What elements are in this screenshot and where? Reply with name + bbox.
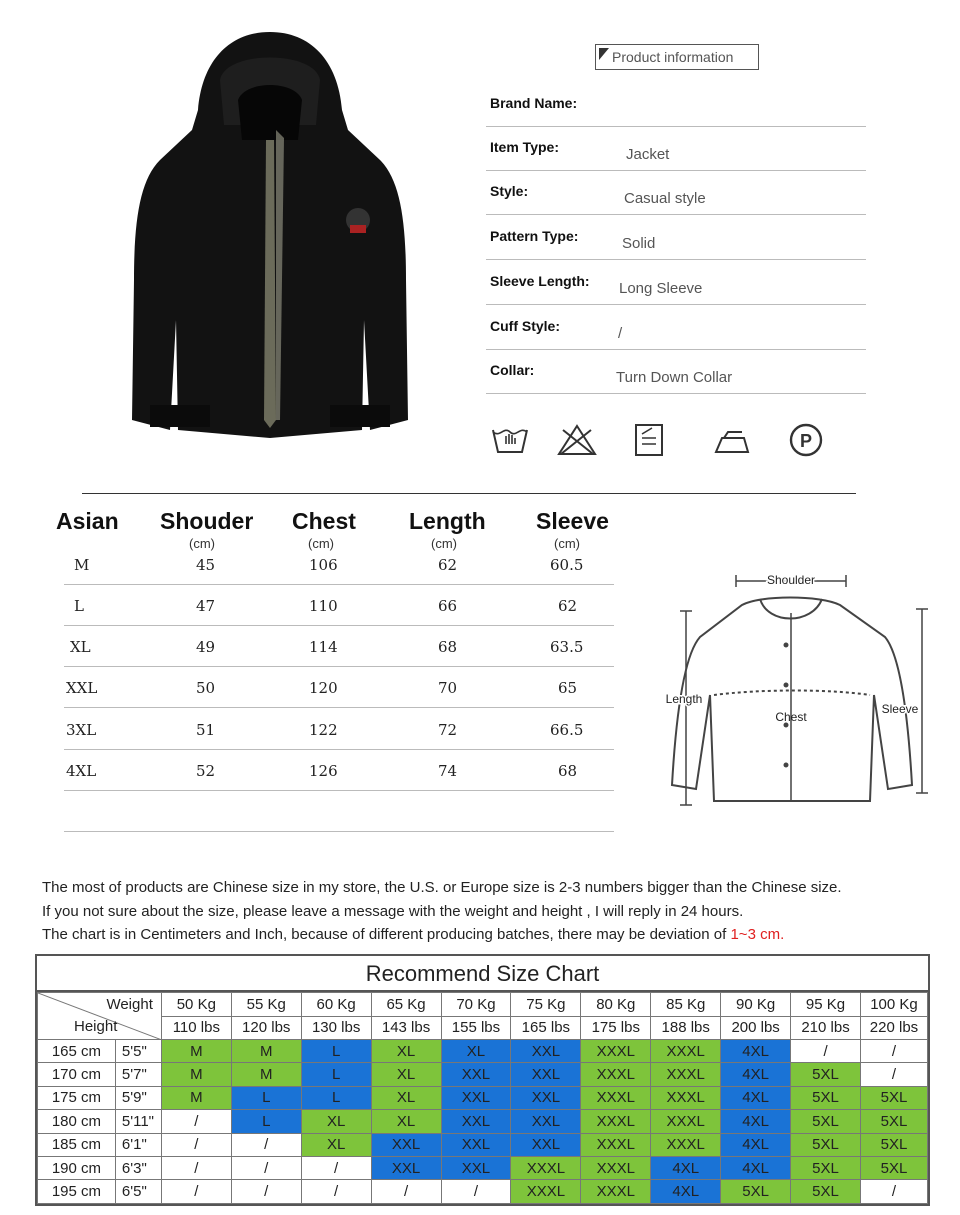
size-cell: XL <box>301 1133 371 1156</box>
size-cell: 4XL <box>721 1086 791 1109</box>
size-cell: / <box>231 1133 301 1156</box>
no-bleach-icon <box>557 422 597 458</box>
size-cell: XXXL <box>581 1180 651 1203</box>
height-ft: 6'1" <box>115 1133 161 1156</box>
info-label: Style: <box>490 183 529 199</box>
size-cell: 4XL <box>721 1156 791 1179</box>
size-cell: XXXL <box>581 1110 651 1133</box>
size-col-shoulder: Shouder <box>160 508 254 534</box>
size-cell: 5XL <box>860 1156 927 1179</box>
weight-lbs-header: 155 lbs <box>441 1016 511 1040</box>
size-cell: / <box>860 1040 927 1063</box>
weight-label: Weight <box>106 996 153 1013</box>
size-cell: 4XL <box>721 1133 791 1156</box>
size-cell: XXL <box>511 1086 581 1109</box>
height-ft: 6'3" <box>115 1156 161 1179</box>
size-cell: XXXL <box>651 1133 721 1156</box>
info-label: Collar: <box>490 362 535 378</box>
recommend-size-chart <box>35 954 930 1206</box>
weight-kg-header: 70 Kg <box>441 993 511 1017</box>
recommend-row <box>38 1040 928 1063</box>
iron-icon <box>712 422 752 458</box>
size-cell: M <box>161 1086 231 1109</box>
size-cell: XXL <box>371 1133 441 1156</box>
weight-lbs-header: 110 lbs <box>161 1016 231 1040</box>
weight-kg-header: 60 Kg <box>301 993 371 1017</box>
deviation-text: 1~3 cm. <box>730 926 785 943</box>
weight-kg-header: 65 Kg <box>371 993 441 1017</box>
info-label: Sleeve Length: <box>490 273 590 289</box>
size-cell: XXXL <box>581 1133 651 1156</box>
height-cm: 180 cm <box>38 1110 116 1133</box>
info-value: Long Sleeve <box>619 280 703 297</box>
height-ft: 6'5" <box>115 1180 161 1203</box>
size-cell: / <box>860 1063 927 1086</box>
diagram-shoulder-label: Shoulder <box>766 573 816 587</box>
info-row-brand <box>486 83 866 127</box>
height-ft: 5'9" <box>115 1086 161 1109</box>
size-cell: L <box>231 1110 301 1133</box>
size-cell: XL <box>371 1063 441 1086</box>
note-line-3: The chart is in Centimeters and Inch, because of different producing batches, there may be deviation of 1~3 cm. <box>42 926 785 943</box>
height-ft: 5'5" <box>115 1040 161 1063</box>
unit-label: (cm) <box>308 536 334 551</box>
size-cell: 4XL <box>721 1040 791 1063</box>
size-cell: XXL <box>511 1133 581 1156</box>
product-info-title: Product information <box>595 44 759 70</box>
weight-kg-header: 50 Kg <box>161 993 231 1017</box>
weight-lbs-header: 200 lbs <box>721 1016 791 1040</box>
diagram-sleeve-label: Sleeve <box>881 702 919 716</box>
size-cell: / <box>161 1110 231 1133</box>
weight-lbs-header: 120 lbs <box>231 1016 301 1040</box>
size-cell: 4XL <box>721 1110 791 1133</box>
recommend-row <box>38 1156 928 1179</box>
info-row-pattern <box>486 216 866 260</box>
size-cell: XL <box>301 1110 371 1133</box>
size-cell: 5XL <box>860 1086 927 1109</box>
size-cell: 4XL <box>721 1063 791 1086</box>
size-cell: / <box>441 1180 511 1203</box>
size-cell: XXL <box>441 1133 511 1156</box>
size-row: 4XL 52 126 74 68 <box>64 750 614 791</box>
size-cell: XXL <box>371 1156 441 1179</box>
size-row: M 45 106 62 60.5 <box>64 544 614 585</box>
height-ft: 5'7" <box>115 1063 161 1086</box>
size-cell: 4XL <box>651 1180 721 1203</box>
size-cell: M <box>161 1063 231 1086</box>
size-cell: 5XL <box>791 1156 861 1179</box>
size-cell: M <box>161 1040 231 1063</box>
size-cell: XXXL <box>651 1086 721 1109</box>
size-cell: / <box>301 1180 371 1203</box>
recommend-table <box>37 992 928 1204</box>
size-cell: XXL <box>511 1110 581 1133</box>
dry-clean-p-icon <box>786 422 826 458</box>
weight-lbs-header: 165 lbs <box>511 1016 581 1040</box>
size-cell: XXXL <box>581 1040 651 1063</box>
size-cell: / <box>231 1156 301 1179</box>
size-cell: XL <box>371 1086 441 1109</box>
info-label: Brand Name: <box>490 95 578 111</box>
size-cell: L <box>301 1086 371 1109</box>
recommend-row <box>38 1086 928 1109</box>
weight-lbs-header: 130 lbs <box>301 1016 371 1040</box>
weight-lbs-header: 143 lbs <box>371 1016 441 1040</box>
weight-lbs-header: 188 lbs <box>651 1016 721 1040</box>
weight-kg-header: 55 Kg <box>231 993 301 1017</box>
recommend-row <box>38 1110 928 1133</box>
size-cell: XXXL <box>511 1180 581 1203</box>
unit-label: (cm) <box>431 536 457 551</box>
info-row-style <box>486 171 866 215</box>
size-cell: XXL <box>441 1086 511 1109</box>
size-row: XXL 50 120 70 65 <box>64 667 614 708</box>
recommend-row <box>38 1180 928 1203</box>
info-label: Item Type: <box>490 139 559 155</box>
unit-label: (cm) <box>554 536 580 551</box>
size-cell: M <box>231 1063 301 1086</box>
size-cell: XL <box>371 1110 441 1133</box>
info-value: Turn Down Collar <box>616 369 733 386</box>
height-cm: 190 cm <box>38 1156 116 1179</box>
size-cell: 5XL <box>791 1063 861 1086</box>
size-cell: / <box>231 1180 301 1203</box>
note-line-1: The most of products are Chinese size in my store, the U.S. or Europe size is 2-3 numbers bigger than the Chinese size. <box>42 879 842 896</box>
weight-lbs-header: 175 lbs <box>581 1016 651 1040</box>
size-cell: XXL <box>511 1040 581 1063</box>
weight-kg-header: 75 Kg <box>511 993 581 1017</box>
weight-kg-header: 100 Kg <box>860 993 927 1017</box>
size-cell: 5XL <box>860 1110 927 1133</box>
size-cell: / <box>791 1040 861 1063</box>
info-row-sleeve-length <box>486 261 866 305</box>
weight-kg-header: 85 Kg <box>651 993 721 1017</box>
svg-text:P: P <box>799 431 813 451</box>
height-cm: 185 cm <box>38 1133 116 1156</box>
size-cell: 5XL <box>791 1133 861 1156</box>
height-cm: 165 cm <box>38 1040 116 1063</box>
size-cell: XXXL <box>511 1156 581 1179</box>
height-ft: 5'11" <box>115 1110 161 1133</box>
size-row-empty <box>64 791 614 832</box>
info-row-collar <box>486 350 866 394</box>
size-cell: XXXL <box>651 1040 721 1063</box>
size-cell: XL <box>441 1040 511 1063</box>
size-cell: / <box>301 1156 371 1179</box>
info-value: Casual style <box>624 190 706 207</box>
size-cell: / <box>161 1180 231 1203</box>
weight-kg-header: 80 Kg <box>581 993 651 1017</box>
jacket-product-image <box>120 20 420 450</box>
recommend-row <box>38 1133 928 1156</box>
info-value: Solid <box>622 235 656 252</box>
size-cell: / <box>371 1180 441 1203</box>
hand-wash-icon <box>490 422 530 458</box>
size-cell: / <box>860 1180 927 1203</box>
dry-flat-icon <box>630 422 670 458</box>
height-label: Height <box>74 1018 118 1035</box>
size-cell: 5XL <box>860 1133 927 1156</box>
size-cell: 5XL <box>791 1180 861 1203</box>
recommend-chart-title: Recommend Size Chart <box>37 956 928 992</box>
size-col-sleeve: Sleeve <box>536 508 609 534</box>
corner-flag-icon <box>599 48 609 60</box>
measurement-diagram <box>660 565 930 810</box>
info-label: Cuff Style: <box>490 318 560 334</box>
height-cm: 175 cm <box>38 1086 116 1109</box>
size-cell: XXL <box>441 1156 511 1179</box>
size-cell: 5XL <box>721 1180 791 1203</box>
info-row-item-type <box>486 127 866 171</box>
size-cell: M <box>231 1040 301 1063</box>
size-col-chest: Chest <box>292 508 356 534</box>
size-cell: / <box>161 1133 231 1156</box>
note-line-2: If you not sure about the size, please leave a message with the weight and height , I will reply in 24 hours. <box>42 903 744 920</box>
size-col-asian: Asian <box>56 508 119 534</box>
size-col-length: Length <box>409 508 486 534</box>
size-cell: 5XL <box>791 1110 861 1133</box>
size-row: XL 49 114 68 63.5 <box>64 626 614 667</box>
info-value: Jacket <box>626 146 670 163</box>
size-cell: XXXL <box>581 1063 651 1086</box>
size-cell: XXL <box>441 1110 511 1133</box>
size-cell: L <box>301 1063 371 1086</box>
size-cell: XXL <box>511 1063 581 1086</box>
divider <box>82 493 856 494</box>
size-cell: 4XL <box>651 1156 721 1179</box>
size-row: L 47 110 66 62 <box>64 585 614 626</box>
diagram-chest-label: Chest <box>775 710 807 724</box>
weight-lbs-header: 210 lbs <box>791 1016 861 1040</box>
height-cm: 195 cm <box>38 1180 116 1203</box>
size-cell: XXXL <box>651 1110 721 1133</box>
weight-lbs-header: 220 lbs <box>860 1016 927 1040</box>
info-value: / <box>618 325 623 342</box>
height-cm: 170 cm <box>38 1063 116 1086</box>
size-cell: XXL <box>441 1063 511 1086</box>
size-cell: XXXL <box>651 1063 721 1086</box>
weight-kg-header: 90 Kg <box>721 993 791 1017</box>
size-cell: XL <box>371 1040 441 1063</box>
info-label: Pattern Type: <box>490 228 579 244</box>
recommend-row <box>38 1063 928 1086</box>
size-cell: 5XL <box>791 1086 861 1109</box>
weight-kg-header: 95 Kg <box>791 993 861 1017</box>
size-cell: L <box>301 1040 371 1063</box>
size-row: 3XL 51 122 72 66.5 <box>64 709 614 750</box>
unit-label: (cm) <box>189 536 215 551</box>
size-cell: XXXL <box>581 1156 651 1179</box>
size-cell: XXXL <box>581 1086 651 1109</box>
info-row-cuff-style <box>486 306 866 350</box>
size-cell: / <box>161 1156 231 1179</box>
size-cell: L <box>231 1086 301 1109</box>
weight-height-corner <box>38 993 162 1040</box>
diagram-length-label: Length <box>665 692 703 706</box>
